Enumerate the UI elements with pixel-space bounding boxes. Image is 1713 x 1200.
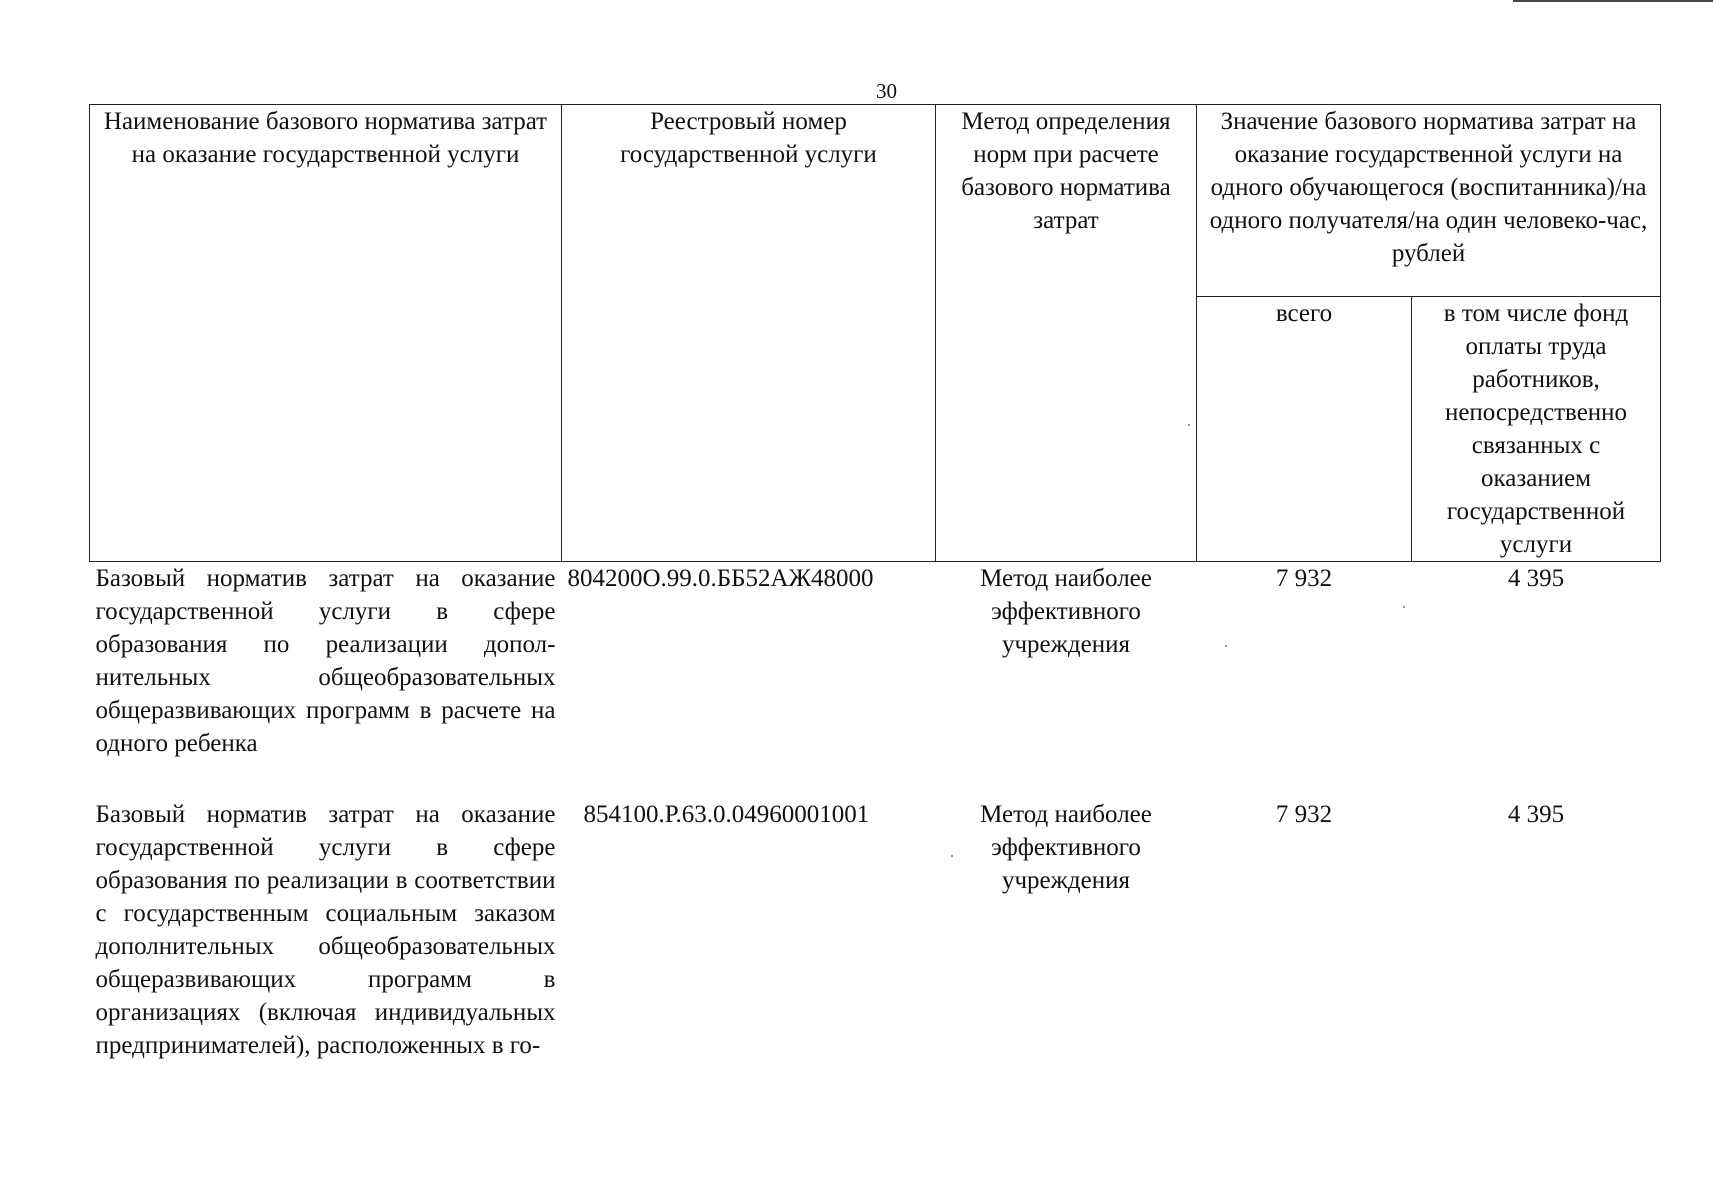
- row-wage-fund: 4 395: [1507, 565, 1565, 592]
- header-wage-fund: в том числе фонд оплаты труда работников, непосредственно связанных с оказанием государственной услуги: [1412, 297, 1661, 562]
- row-registry-number: 854100.Р.63.0.04960001001: [583, 801, 870, 828]
- table-row: [90, 798, 1661, 1098]
- scan-speck: [951, 855, 953, 857]
- row-total: 7 932: [1275, 801, 1333, 828]
- row-name: Базовый норматив затрат на оказание государственной услуги в сфере образования по реализации дополнительных общеобразовательных общеразвивающих программ в расчете на одного ребенка: [95, 565, 556, 757]
- header-registry-number: Реестровый номер государственной услуги: [562, 105, 936, 562]
- table-body: [90, 562, 1661, 1099]
- page-number: 30: [876, 79, 897, 103]
- header-name: Наименование базового норматива затрат на оказание государственной услуги: [90, 105, 562, 562]
- header-total: всего: [1197, 297, 1412, 562]
- row-method: Метод наиболее эффективного учреждения: [980, 565, 1152, 658]
- norms-table: [89, 104, 1661, 1098]
- scan-speck: [1188, 424, 1190, 426]
- header-method: Метод определения норм при расчете базового норматива затрат: [936, 105, 1197, 562]
- row-registry-number: 804200О.99.0.ББ52АЖ48000: [567, 565, 874, 592]
- row-method: Метод наиболее эффективного учреждения: [980, 801, 1152, 894]
- scan-speck: [1225, 645, 1227, 647]
- row-wage-fund: 4 395: [1507, 801, 1565, 828]
- header-row-1: [90, 105, 1661, 297]
- scan-speck: [1403, 606, 1405, 608]
- table-row: [90, 562, 1661, 799]
- row-name: Базовый норматив затрат на оказание государственной услуги в сфере образования по реализации в соответствии с государственным социальным заказом дополнительных общеобразовательных общеразвивающих программ в организациях (включая индивидуальных предпринимателей), расположенных в го-: [95, 801, 556, 1059]
- table-header: [90, 105, 1661, 562]
- page-edge-line: [1513, 0, 1713, 2]
- header-value-group: Значение базового норматива затрат на оказание государственной услуги на одного обучающегося (воспитанника)/на одного получателя/на один человеко-час, рублей: [1197, 105, 1661, 297]
- row-total: 7 932: [1275, 565, 1333, 592]
